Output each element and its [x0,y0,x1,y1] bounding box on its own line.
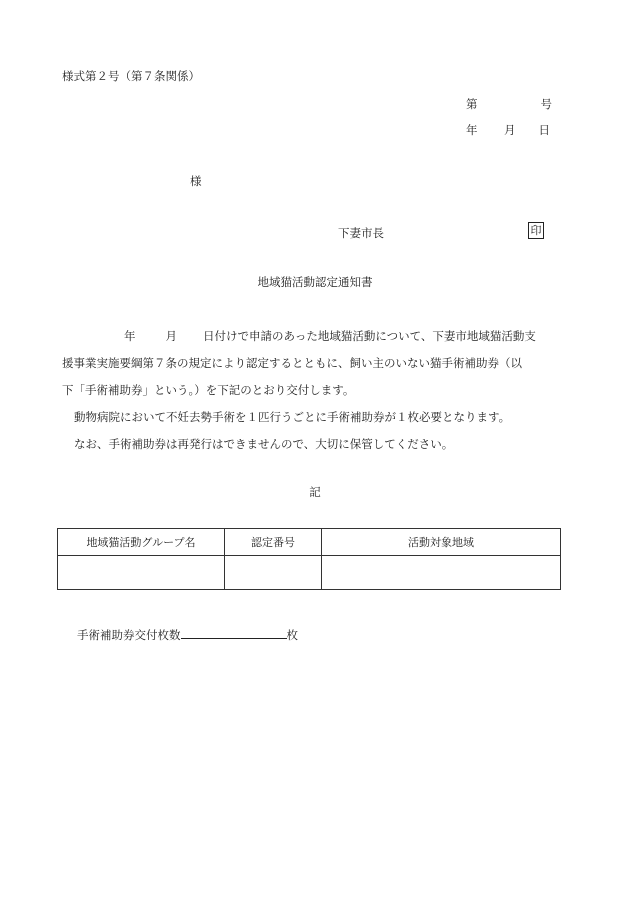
cell-activity-area [322,556,561,590]
body-line-2: 援事業実施要綱第７条の規定により認定するとともに、飼い主のいない猫手術補助券（以 [62,356,522,370]
issue-date [466,122,556,138]
body-line-1-text: 日付けで申請のあった地域猫活動について、下妻市地域猫活動支 [203,329,536,343]
cell-group-name [58,556,225,590]
table-row [58,556,561,590]
body-year-label: 年 [124,329,136,343]
group-info-table [57,528,561,590]
body-line-3: 下「手術補助券」という。）を下記のとおり交付します。 [62,383,355,397]
ticket-count-blank [181,626,287,639]
ki-heading: 記 [309,485,321,499]
date-day-label: 日 [538,123,550,137]
ticket-count-label: 手術補助券交付枚数 [77,628,181,642]
issuer-title: 下妻市長 [338,226,384,240]
ticket-count-line [77,626,298,643]
date-month-label: 月 [504,123,516,137]
body-text [62,323,582,458]
body-line-5: なお、手術補助券は再発行はできませんので、大切に保管してください。 [74,437,454,451]
addressee-honorific: 様 [190,174,202,188]
table-header-row [58,529,561,556]
form-label: 様式第２号（第７条関係） [62,69,200,83]
cell-certification-number [225,556,322,590]
date-year-label: 年 [466,123,478,137]
document-number-prefix: 第 [466,97,478,111]
header-activity-area: 活動対象地域 [322,529,561,556]
body-month-label: 月 [165,329,177,343]
document-number [466,96,556,112]
document-title: 地域猫活動認定通知書 [257,275,373,289]
body-line-1 [62,323,582,350]
seal-mark: 印 [528,222,544,239]
document-number-suffix: 号 [540,97,552,111]
header-certification-number: 認定番号 [225,529,322,556]
header-group-name: 地域猫活動グループ名 [58,529,225,556]
body-line-4: 動物病院において不妊去勢手術を１匹行うごとに手術補助券が１枚必要となります。 [74,410,511,424]
ticket-count-unit: 枚 [286,628,298,642]
